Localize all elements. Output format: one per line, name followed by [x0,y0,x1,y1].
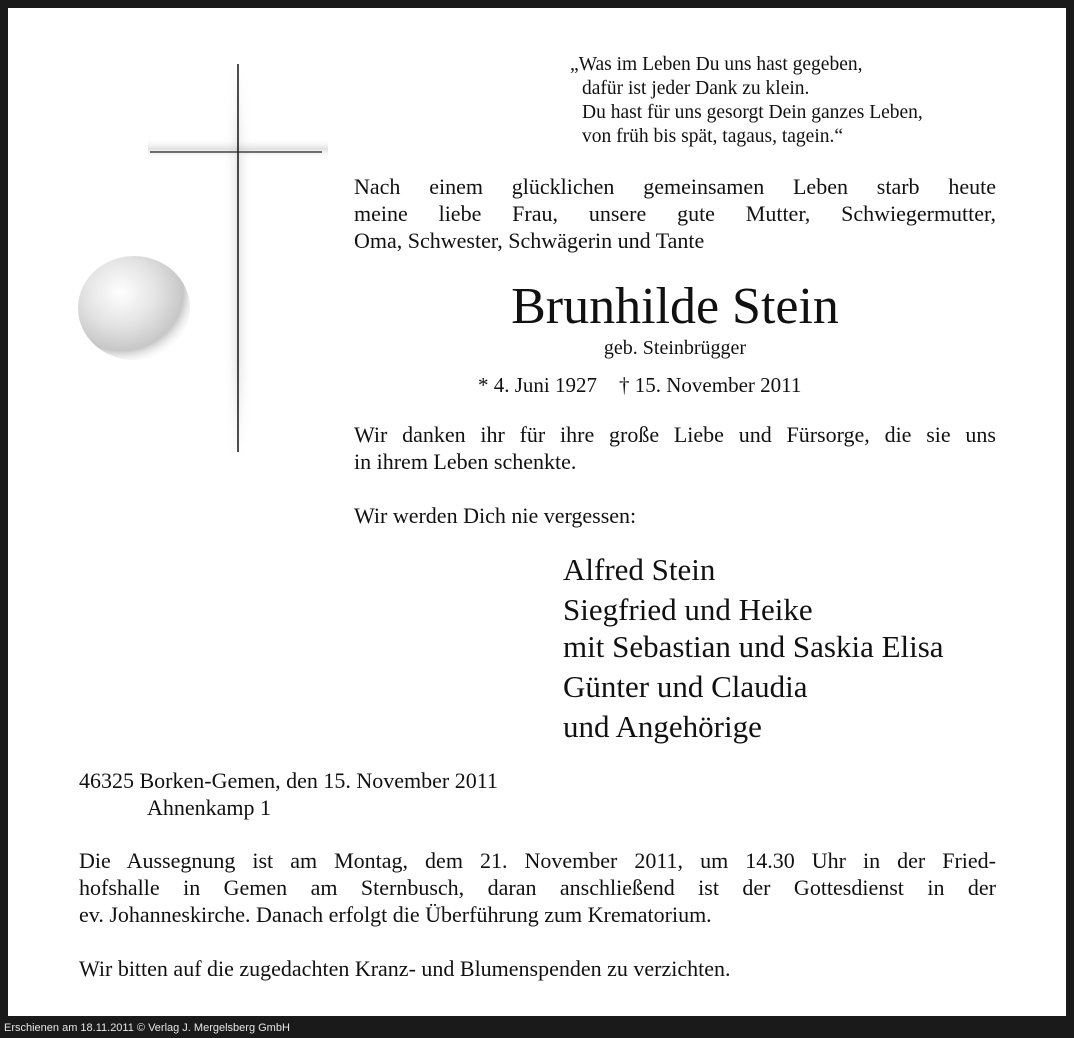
service-information [79,847,996,928]
life-dates [478,372,801,398]
verse-line: von früh bis spät, tagaus, tagein.“ [582,126,844,147]
death-date: † 15. November 2011 [619,373,802,397]
text-line: in ihrem Leben schenkte. [354,449,577,474]
maiden-name: geb. Steinbrügger [603,337,747,359]
obituary-notice [8,8,1066,1016]
memorial-verse [570,53,923,149]
text-line: meine liebe Frau, unsere gute Mutter, Schwiegermutter, [354,201,996,226]
text-line: Wir danken ihr für ihre große Liebe und Fürsorge, die sie uns [354,422,996,447]
mourner-name: mit Sebastian und Saskia Elisa [563,629,944,664]
birth-date: * 4. Juni 1927 [478,373,598,397]
text-line: ev. Johanneskirche. Danach erfolgt die Überführung zum Krematorium. [79,902,712,927]
never-forget-text: Wir werden Dich nie vergessen: [354,503,637,528]
place-date-line: 46325 Borken-Gemen, den 15. November 2011 [79,768,498,793]
text-line: hofshalle in Gemen am Sternbusch, daran anschließend ist der Gottesdienst in der [79,875,996,900]
mourner-name: Günter und Claudia [563,669,808,704]
address-line: Ahnenkamp 1 [147,795,272,820]
thanks-text [354,421,996,475]
wreath-request: Wir bitten auf die zugedachten Kranz- und Blumenspenden zu verzichten. [79,956,731,981]
text-line: Oma, Schwester, Schwägerin und Tante [354,228,705,253]
mourners-list [563,551,944,745]
verse-line: dafür ist jeder Dank zu klein. [582,78,810,99]
text-line: Nach einem glücklichen gemeinsamen Leben starb heute [354,174,996,199]
mourner-name: und Angehörige [563,709,762,744]
text-line: Die Aussegnung ist am Montag, dem 21. November 2011, um 14.30 Uhr in der Fried- [79,848,996,873]
death-announcement-text [354,173,996,254]
mourner-name: Siegfried und Heike [563,592,813,627]
verse-line: „Was im Leben Du uns hast gegeben, [570,54,863,75]
publication-footer: Erschienen am 18.11.2011 © Verlag J. Mergelsberg GmbH [4,1022,290,1034]
mourner-name: Alfred Stein [563,552,716,587]
cross-with-sphere-icon [68,58,338,468]
place-and-date [79,767,498,821]
verse-line: Du hast für uns gesorgt Dein ganzes Leben, [582,102,923,123]
deceased-name: Brunhilde Stein [511,278,839,335]
